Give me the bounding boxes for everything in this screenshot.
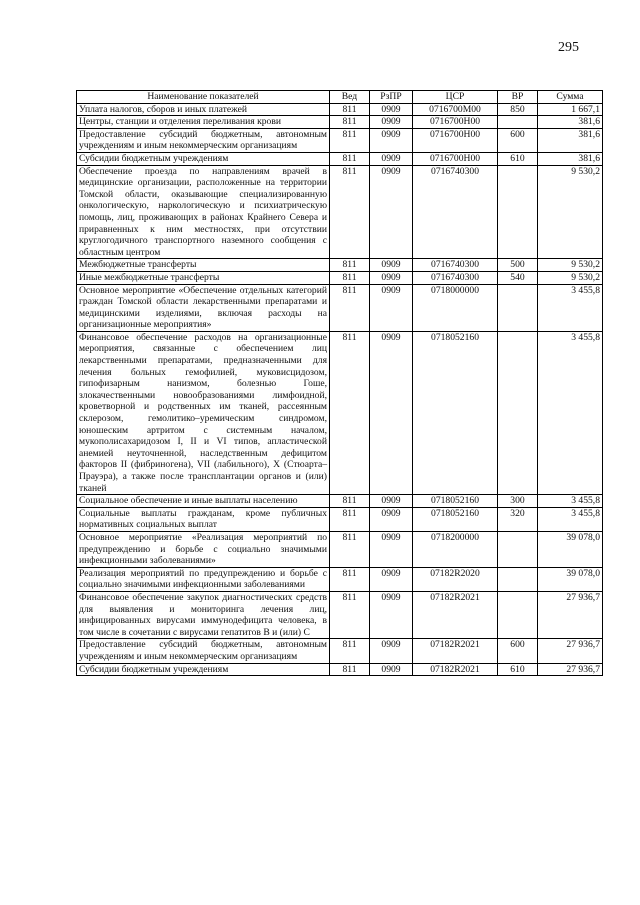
table-row: [77, 331, 603, 494]
page-number: 295: [558, 40, 579, 55]
cell-sum: 1 667,1: [538, 103, 603, 116]
cell-rzpr: 0909: [370, 116, 413, 129]
cell-name: Центры, станции и отделения переливания крови: [77, 116, 330, 129]
header-ved: Вед: [330, 91, 370, 104]
cell-ved: 811: [330, 507, 370, 531]
cell-ved: 811: [330, 531, 370, 567]
cell-rzpr: 0909: [370, 663, 413, 676]
cell-csr: 0716700М00: [413, 103, 498, 116]
cell-vr: [498, 165, 538, 259]
cell-csr: 0718000000: [413, 284, 498, 331]
cell-vr: [498, 116, 538, 129]
cell-ved: 811: [330, 591, 370, 638]
cell-vr: 320: [498, 507, 538, 531]
table-row: [77, 128, 603, 152]
cell-ved: 811: [330, 331, 370, 494]
cell-name: Уплата налогов, сборов и иных платежей: [77, 103, 330, 116]
table-row: [77, 103, 603, 116]
cell-csr: 0716700Н00: [413, 116, 498, 129]
cell-sum: 27 936,7: [538, 663, 603, 676]
header-vr: ВР: [498, 91, 538, 104]
header-name: Наименование показателей: [77, 91, 330, 104]
cell-vr: [498, 567, 538, 591]
cell-sum: 3 455,8: [538, 507, 603, 531]
cell-rzpr: 0909: [370, 152, 413, 165]
cell-rzpr: 0909: [370, 259, 413, 272]
cell-vr: [498, 284, 538, 331]
cell-ved: 811: [330, 495, 370, 508]
cell-name: Основное мероприятие «Обеспечение отдельных категорий граждан Томской области лекарственными препаратами и медицинскими изделиями, включая расходы на организационные мероприятия»: [77, 284, 330, 331]
cell-sum: 381,6: [538, 116, 603, 129]
cell-rzpr: 0909: [370, 284, 413, 331]
cell-sum: 9 530,2: [538, 271, 603, 284]
header-sum: Сумма: [538, 91, 603, 104]
cell-csr: 0716740300: [413, 271, 498, 284]
cell-vr: 300: [498, 495, 538, 508]
cell-name: Социальное обеспечение и иные выплаты населению: [77, 495, 330, 508]
header-rzpr: РзПР: [370, 91, 413, 104]
cell-rzpr: 0909: [370, 567, 413, 591]
table-row: [77, 259, 603, 272]
cell-ved: 811: [330, 567, 370, 591]
cell-vr: [498, 331, 538, 494]
cell-vr: [498, 531, 538, 567]
cell-sum: 39 078,0: [538, 531, 603, 567]
cell-csr: 07182R2021: [413, 639, 498, 663]
cell-name: Предоставление субсидий бюджетным, автономным учреждениям и иным некоммерческим организациям: [77, 128, 330, 152]
cell-csr: 0716700Н00: [413, 128, 498, 152]
table-header-row: [77, 91, 603, 104]
cell-ved: 811: [330, 116, 370, 129]
cell-rzpr: 0909: [370, 271, 413, 284]
cell-sum: 3 455,8: [538, 331, 603, 494]
cell-csr: 0718052160: [413, 331, 498, 494]
budget-table: [76, 90, 603, 676]
cell-name: Реализация мероприятий по предупреждению и борьбе с социально значимыми инфекционными заболеваниями: [77, 567, 330, 591]
table-row: [77, 165, 603, 259]
cell-vr: 600: [498, 639, 538, 663]
cell-ved: 811: [330, 271, 370, 284]
cell-name: Субсидии бюджетным учреждениям: [77, 663, 330, 676]
cell-ved: 811: [330, 152, 370, 165]
cell-sum: 381,6: [538, 128, 603, 152]
cell-name: Субсидии бюджетным учреждениям: [77, 152, 330, 165]
header-csr: ЦСР: [413, 91, 498, 104]
table-row: [77, 507, 603, 531]
cell-csr: 0716740300: [413, 259, 498, 272]
table-row: [77, 495, 603, 508]
cell-sum: 27 936,7: [538, 639, 603, 663]
cell-ved: 811: [330, 165, 370, 259]
cell-csr: 0716740300: [413, 165, 498, 259]
cell-sum: 3 455,8: [538, 495, 603, 508]
cell-sum: 9 530,2: [538, 165, 603, 259]
cell-vr: 610: [498, 663, 538, 676]
cell-ved: 811: [330, 128, 370, 152]
cell-ved: 811: [330, 663, 370, 676]
cell-name: Обеспечение проезда по направлениям врачей в медицинские организации, расположенные на территории Томской области, оказывающие специализированную онкологическую, наркологическую и психиатрическую помощь, лиц, проживающих в районах Крайнего Севера и приравненных к ним местностях, при отсутствии круглогодичного транспортного наземного сообщения с областным центром: [77, 165, 330, 259]
cell-rzpr: 0909: [370, 591, 413, 638]
cell-vr: 850: [498, 103, 538, 116]
table-row: [77, 639, 603, 663]
cell-name: Финансовое обеспечение закупок диагностических средств для выявления и мониторинга лечения лиц, инфицированных вирусами иммунодефицита человека, в том числе в сочетании с вирусами гепатитов В и (или) С: [77, 591, 330, 638]
cell-csr: 07182R2020: [413, 567, 498, 591]
table-row: [77, 284, 603, 331]
table-row: [77, 531, 603, 567]
cell-rzpr: 0909: [370, 128, 413, 152]
cell-vr: 600: [498, 128, 538, 152]
cell-ved: 811: [330, 259, 370, 272]
cell-csr: 07182R2021: [413, 663, 498, 676]
cell-rzpr: 0909: [370, 331, 413, 494]
cell-ved: 811: [330, 284, 370, 331]
cell-vr: 500: [498, 259, 538, 272]
cell-name: Иные межбюджетные трансферты: [77, 271, 330, 284]
cell-vr: 610: [498, 152, 538, 165]
table-row: [77, 152, 603, 165]
cell-rzpr: 0909: [370, 495, 413, 508]
cell-csr: 0718052160: [413, 495, 498, 508]
cell-rzpr: 0909: [370, 531, 413, 567]
cell-sum: 381,6: [538, 152, 603, 165]
cell-sum: 3 455,8: [538, 284, 603, 331]
cell-rzpr: 0909: [370, 103, 413, 116]
cell-vr: 540: [498, 271, 538, 284]
cell-csr: 0718200000: [413, 531, 498, 567]
cell-name: Основное мероприятие «Реализация мероприятий по предупреждению и борьбе с социально значимыми инфекционными заболеваниями»: [77, 531, 330, 567]
cell-name: Финансовое обеспечение расходов на организационные мероприятия, связанные с обеспечением лиц лекарственными препаратами, предназначенными для лечения больных гемофилией, муковисцидозом, гипофизарным нанизмом, болезнью Гоше, злокачественными новообразованиями лимфоидной, кроветворной и родственных им тканей, рассеянным склерозом, гемолитико–уремическим синдромом, юношеским артритом с системным началом, мукополисахаридозом I, II и VI типов, апластической анемией неуточненной, наследственным дефицитом факторов II (фибриногена), VII (лабильного), X (Стюарта–Прауэра), а также после трансплантации органов и (или) тканей: [77, 331, 330, 494]
cell-name: Предоставление субсидий бюджетным, автономным учреждениям и иным некоммерческим организациям: [77, 639, 330, 663]
cell-ved: 811: [330, 639, 370, 663]
cell-csr: 07182R2021: [413, 591, 498, 638]
table-row: [77, 271, 603, 284]
table-row: [77, 591, 603, 638]
cell-csr: 0718052160: [413, 507, 498, 531]
cell-sum: 9 530,2: [538, 259, 603, 272]
cell-csr: 0716700Н00: [413, 152, 498, 165]
cell-ved: 811: [330, 103, 370, 116]
cell-rzpr: 0909: [370, 507, 413, 531]
cell-name: Межбюджетные трансферты: [77, 259, 330, 272]
cell-vr: [498, 591, 538, 638]
cell-rzpr: 0909: [370, 639, 413, 663]
cell-name: Социальные выплаты гражданам, кроме публичных нормативных социальных выплат: [77, 507, 330, 531]
cell-sum: 27 936,7: [538, 591, 603, 638]
table-row: [77, 663, 603, 676]
table-row: [77, 567, 603, 591]
cell-rzpr: 0909: [370, 165, 413, 259]
table-row: [77, 116, 603, 129]
cell-sum: 39 078,0: [538, 567, 603, 591]
